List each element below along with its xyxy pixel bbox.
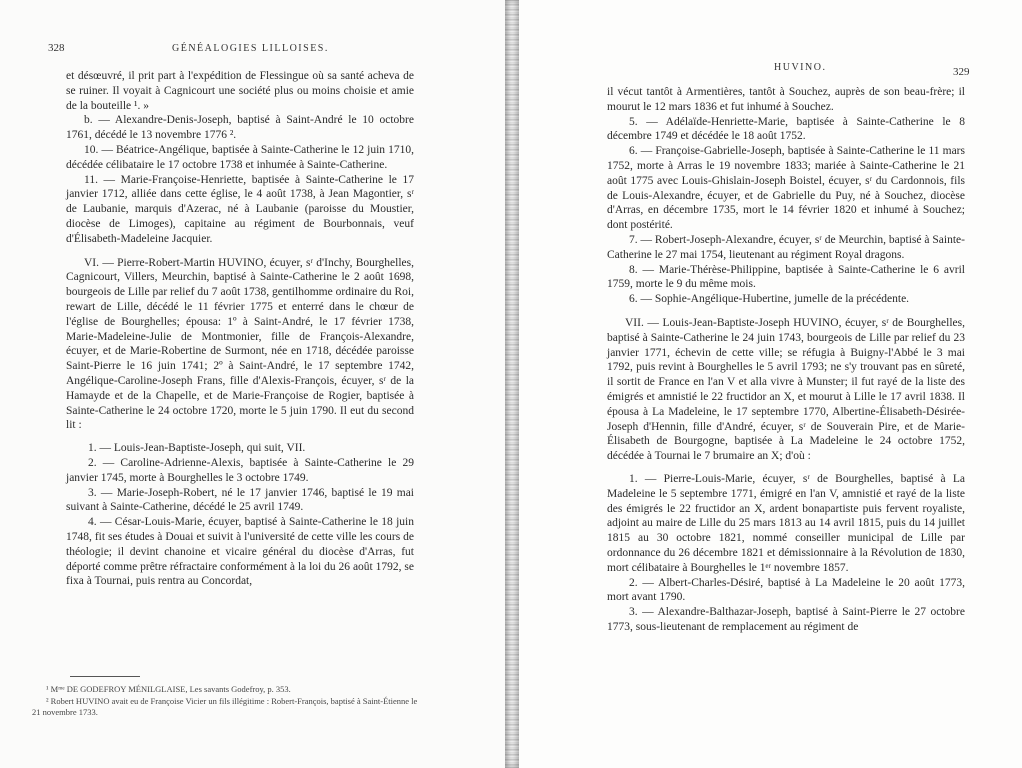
generation-paragraph: VII. — Louis-Jean-Baptiste-Joseph HUVINO, écuyer, sʳ de Bourghelles, baptisé à Sainte-Catherine le 24 juin 1743, bourgeois de Lille par relief du 23 janvier 1771, échevin de cette ville; se réfugia à Buigny-l'Abbé le 3 mai 1792, puis revint à Bourghelles le 5 avril 1793; ne s'y trouvant pas en sûreté, il sortit de France en l'an V et alla vivre à Munster; il fut rayé de la liste des émigrés et amnistié le 22 fructidor an X, et mourut à Lille le 17 avril 1838. Il épousa à La Madeleine, le 17 septembre 1770, Albertine-Élisabeth-Désirée-Joseph d'Hennin, fille d'André, écuyer, sʳ de Souverain Pire, et de Marie-Élisabeth de Bourgogne, baptisée à La Madeleine le 24 octobre 1752, décédée à Tournai le 7 brumaire an X; d'où : xyxy=(607,316,965,463)
child-entry: 6. — Sophie-Angélique-Hubertine, jumelle de la précédente. xyxy=(629,293,910,306)
right-page xyxy=(519,0,1022,768)
right-running-head: HUVINO. xyxy=(774,62,827,73)
left-running-head: GÉNÉALOGIES LILLOISES. xyxy=(172,43,329,54)
right-text-block xyxy=(607,85,965,635)
child-entry: 4. — César-Louis-Marie, écuyer, baptisé à Sainte-Catherine le 18 juin 1748, fit ses études à Douai et suivit à l'université de cette ville les cours de théologie; il devint chanoine et vicaire général du diocèse d'Arras, fut déporté comme prêtre réfractaire conformément à la loi du 26 août 1792, se fixa à Tournai, puis rentra au Concordat, xyxy=(66,516,414,588)
child-entry: 2. — Albert-Charles-Désiré, baptisé à La Madeleine le 20 août 1773, mort avant 1790. xyxy=(607,576,965,604)
child-entry: 5. — Adélaïde-Henriette-Marie, baptisée à Sainte-Catherine le 8 décembre 1749 et décédée le 18 août 1752. xyxy=(607,115,965,143)
generation-paragraph: VI. — Pierre-Robert-Martin HUVINO, écuyer, sʳ d'Inchy, Bourghelles, Cagnicourt, Villers, Meurchin, baptisé à Sainte-Catherine le 2 août 1698, bourgeois de Lille par relief du 7 août 1738, gentilhomme ordinaire du Roi, rewart de Lille, décédé le 11 février 1775 et enterré dans le chœur de l'église de Bourghelles; épousa: 1º à Saint-André, le 17 février 1738, Marie-Madeleine-Julie de Montmonier, fille de François-Alexandre, écuyer, et de Marie-Robertine de Surmont, née en 1718, décédée paroisse Saint-Pierre le 16 juin 1741; 2º à Saint-André, le 17 septembre 1742, Angélique-Caroline-Joseph Frans, fille d'Alexis-François, écuyer, sʳ de la Hamayde et de la Chapelle, et de Marie-Françoise de Rogier, baptisée à Sainte-Catherine le 24 octobre 1720, morte le 5 juin 1790. Il eut du second lit : xyxy=(66,256,414,432)
book-gutter xyxy=(505,0,519,768)
child-entry: 3. — Alexandre-Balthazar-Joseph, baptisé à Saint-Pierre le 27 octobre 1773, sous-lieutenant de remplacement au régiment de xyxy=(607,606,965,633)
paragraph: b. — Alexandre-Denis-Joseph, baptisé à Saint-André le 10 octobre 1761, décédé le 13 novembre 1776 ². xyxy=(66,114,414,142)
child-entry: 1. — Pierre-Louis-Marie, écuyer, sʳ de Bourghelles, baptisé à La Madeleine le 5 septembre 1771, émigré en l'an V, amnistié et rayé de la liste des émigrés le 22 fructidor an X, ardent bonapartiste puis fervent royaliste, adjoint au maire de Lille du 25 mars 1813 au 14 avril 1815, puis du 14 juillet 1815 au 30 octobre 1821, nommé conseiller municipal de Lille par ordonnance du 26 décembre 1821 et démissionnaire à la Révolution de 1830, mort célibataire à Bourghelles le 1ᵉʳ novembre 1857. xyxy=(607,472,965,574)
paragraph: 10. — Béatrice-Angélique, baptisée à Sainte-Catherine le 12 juin 1710, décédée célibataire le 17 octobre 1738 et inhumée à Sainte-Catherine. xyxy=(66,143,414,171)
footnote: ² Robert HUVINO avait eu de Françoise Vicier un fils illégitime : Robert-François, baptisé à Saint-Étienne le 21 novembre 1733. xyxy=(32,695,418,717)
footnote: ¹ Mᵐᵉ DE GODEFROY MÉNILGLAISE, Les savants Godefroy, p. 353. xyxy=(46,684,291,694)
child-entry: 1. — Louis-Jean-Baptiste-Joseph, qui suit, VII. xyxy=(88,442,306,455)
child-entry: 8. — Marie-Thérèse-Philippine, baptisée à Sainte-Catherine le 6 avril 1759, morte le 9 du même mois. xyxy=(607,263,965,291)
child-entry: 6. — Françoise-Gabrielle-Joseph, baptisée à Sainte-Catherine le 11 mars 1752, morte à Arras le 19 novembre 1833; mariée à Sainte-Catherine le 21 août 1775 avec Louis-Ghislain-Joseph Boistel, écuyer, sʳ du Cardonnois, fils de Louis-Alexandre, écuyer, et de Gabrielle du Puy, né à Souchez, diocèse d'Arras, en décembre 1735, mort le 14 février 1820 et inhumé à Souchez; dont postérité. xyxy=(607,145,965,232)
paragraph: il vécut tantôt à Armentières, tantôt à Souchez, auprès de son beau-frère; il mourut le 12 mars 1836 et fut inhumé à Souchez. xyxy=(607,86,965,113)
child-entry: 7. — Robert-Joseph-Alexandre, écuyer, sʳ de Meurchin, baptisé à Sainte-Catherine le 27 mai 1754, lieutenant au régiment Royal dragons. xyxy=(607,233,965,261)
left-page xyxy=(0,0,505,768)
right-page-number: 329 xyxy=(953,66,970,78)
left-page-number: 328 xyxy=(48,42,65,54)
footnote-separator xyxy=(70,676,140,677)
left-text-block xyxy=(66,69,414,589)
paragraph: 11. — Marie-Françoise-Henriette, baptisée à Sainte-Catherine le 17 janvier 1712, alliée dans cette église, le 4 août 1738, à Jean Magontier, sʳ de Laubanie, marquis d'Azerac, né à Laubanie (paroisse du Moustier, diocèse de Limoges), capitaine au régiment de Bourbonnais, veuf d'Élisabeth-Madeleine Jacquier. xyxy=(66,173,414,245)
child-entry: 3. — Marie-Joseph-Robert, né le 17 janvier 1746, baptisé le 19 mai suivant à Sainte-Catherine, décédé le 25 avril 1749. xyxy=(66,486,414,514)
paragraph: et désœuvré, il prit part à l'expédition de Flessingue où sa santé acheva de se ruiner. Il voyait à Cagnicourt une société plus ou moins choisie et amie de la bouteille ¹. » xyxy=(66,70,414,112)
left-footnotes xyxy=(32,684,420,719)
child-entry: 2. — Caroline-Adrienne-Alexis, baptisée à Sainte-Catherine le 29 janvier 1745, morte à Bourghelles le 3 octobre 1749. xyxy=(66,456,414,484)
